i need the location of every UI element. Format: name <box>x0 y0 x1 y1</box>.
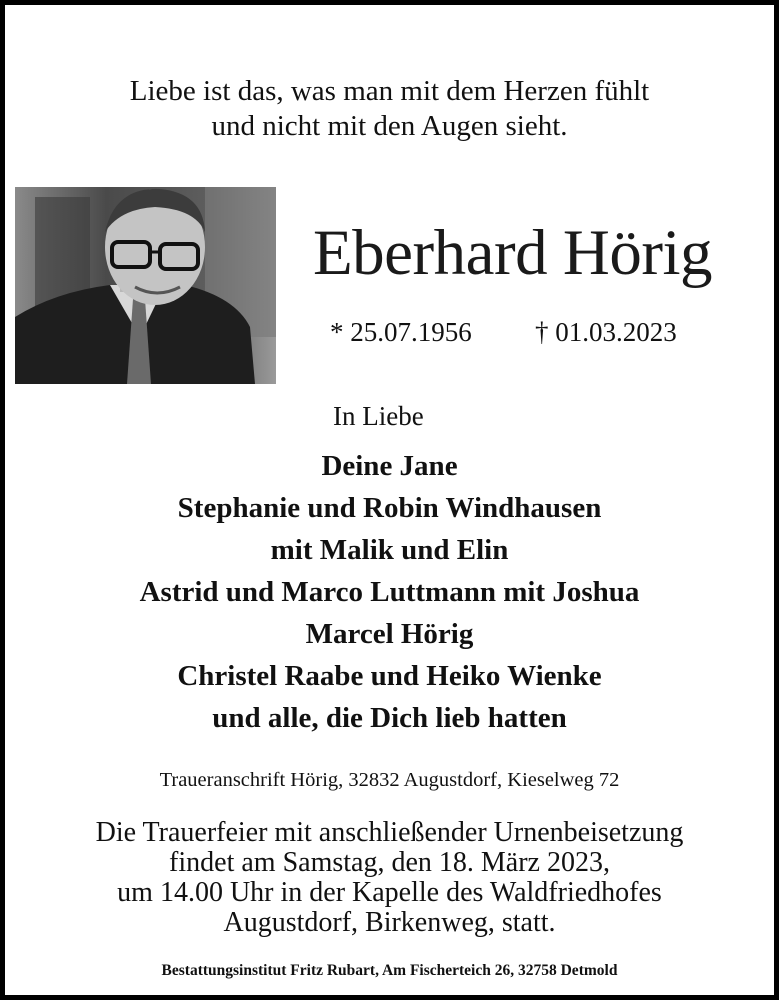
motto-line-2: und nicht mit den Augen sieht. <box>211 110 568 142</box>
mourner-line: Christel Raabe und Heiko Wienke <box>177 660 602 692</box>
motto-quote <box>0 74 779 144</box>
service-line: Die Trauerfeier mit anschließender Urnenbeisetzung <box>95 817 684 848</box>
mourner-line: Stephanie und Robin Windhausen <box>177 492 602 524</box>
service-announcement <box>0 818 779 938</box>
mourners-list <box>0 445 779 739</box>
service-line: findet am Samstag, den 18. März 2023, <box>169 847 610 878</box>
portrait-photo <box>15 187 276 384</box>
mourner-line: Deine Jane <box>321 450 458 482</box>
birth-date: * 25.07.1956 <box>330 317 472 347</box>
motto-line-1: Liebe ist das, was man mit dem Herzen fühlt <box>129 75 650 107</box>
mourner-line: mit Malik und Elin <box>270 534 509 566</box>
mourning-address: Traueranschrift Hörig, 32832 Augustdorf, Kieselweg 72 <box>159 769 620 791</box>
mourner-line: Astrid und Marco Luttmann mit Joshua <box>139 576 640 608</box>
death-date: † 01.03.2023 <box>535 317 677 347</box>
intro-text: In Liebe <box>333 401 424 431</box>
mourner-line: Marcel Hörig <box>305 618 474 650</box>
deceased-name: Eberhard Hörig <box>312 217 713 289</box>
service-line: Augustdorf, Birkenweg, statt. <box>223 907 556 938</box>
mourner-line: und alle, die Dich lieb hatten <box>212 702 567 734</box>
service-line: um 14.00 Uhr in der Kapelle des Waldfriedhofes <box>117 877 662 908</box>
undertaker-info: Bestattungsinstitut Fritz Rubart, Am Fischerteich 26, 32758 Detmold <box>161 962 618 979</box>
